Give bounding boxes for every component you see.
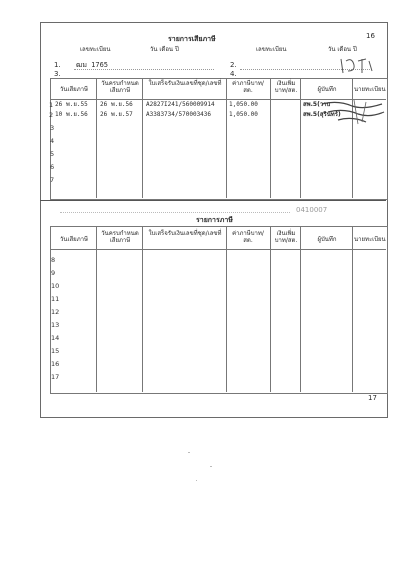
t1-col-registrar: นายทะเบียน xyxy=(354,86,386,93)
t1-col-due: วันครบกำหนดเสียภาษี xyxy=(101,80,139,94)
t2-col-receipt: ใบเสร็จรับเงินเลขที่ชุด/เลขที่ xyxy=(148,230,222,237)
t2-col-due: วันครบกำหนดเสียภาษี xyxy=(101,230,139,244)
t1-row2-tax: 1,050.00 xyxy=(229,111,258,118)
t2-col-recorder: ผู้บันทึก xyxy=(317,236,337,243)
t2-col-tax: ค่าภาษีบาท/สต. xyxy=(232,230,264,244)
t1-row2-receipt: A3383734/570003436 xyxy=(146,111,212,118)
t1-row2-date-paid: 10 พ.ย.56 xyxy=(55,111,88,118)
t1-col-surcharge: เงินเพิ่มบาท/สต. xyxy=(274,80,298,94)
line1-registration: ฒม 1765 xyxy=(76,61,109,69)
t1-row7-number: 7 xyxy=(50,176,55,184)
scan-speck xyxy=(188,452,190,453)
t2-row-number: 17 xyxy=(51,373,60,381)
t2-row-number: 14 xyxy=(51,334,60,342)
t2-row-number: 15 xyxy=(51,347,60,355)
t2-row-number: 9 xyxy=(51,269,56,277)
card-fold-line xyxy=(40,200,386,201)
t2-row-number: 16 xyxy=(51,360,60,368)
line3-number: 3. xyxy=(54,70,61,78)
t1-row3-number: 3 xyxy=(50,124,55,132)
t1-row1-due: 26 พ.ย.56 xyxy=(100,101,133,108)
line4-number: 4. xyxy=(230,70,237,78)
t1-row2-due: 26 พ.ย.57 xyxy=(100,111,133,118)
t1-row2-number: 2 xyxy=(49,111,54,119)
t2-row-number: 10 xyxy=(51,282,60,290)
t2-row-number: 11 xyxy=(51,295,60,303)
t1-row1-number: 1 xyxy=(49,101,54,109)
page-number-top: 16 xyxy=(366,32,375,40)
t1-col-recorder: ผู้บันทึก xyxy=(317,86,337,93)
header-title: รายการเสียภาษี xyxy=(168,35,216,43)
scan-speck xyxy=(196,480,197,481)
t2-row-number: 12 xyxy=(51,308,60,316)
t2-col-date-paid: วันเสียภาษี xyxy=(60,236,88,243)
left-date-label: วัน เดือน ปี xyxy=(150,46,179,53)
right-date-label: วัน เดือน ปี xyxy=(328,46,357,53)
t1-row2-recorder: สพ.5(สุรินทร์) xyxy=(303,111,341,118)
t1-row1-recorder: สพ.5(วาบ xyxy=(303,101,331,108)
t1-col-tax: ค่าภาษีบาท/สต. xyxy=(232,80,264,94)
official-stamp-signature xyxy=(318,98,386,126)
scan-speck xyxy=(210,466,212,467)
t2-col-registrar: นายทะเบียน xyxy=(354,236,386,243)
t1-row1-date-paid: 26 พ.ย.55 xyxy=(55,101,88,108)
t1-row1-tax: 1,050.00 xyxy=(229,101,258,108)
left-reg-label: เลขทะเบียน xyxy=(80,46,111,53)
t1-col-receipt: ใบเสร็จรับเงินเลขที่ชุด/เลขที่ xyxy=(148,80,222,87)
line1-number: 1. xyxy=(54,61,61,69)
t1-row1-receipt: A2827I241/560009914 xyxy=(146,101,215,108)
page-number-bottom: 17 xyxy=(368,394,377,402)
t2-row-number: 13 xyxy=(51,321,60,329)
t1-col-date-paid: วันเสียภาษี xyxy=(60,86,88,93)
handwritten-mark xyxy=(338,55,378,77)
table2-frame xyxy=(50,226,388,394)
t1-row6-number: 6 xyxy=(50,163,55,171)
right-reg-label: เลขทะเบียน xyxy=(256,46,287,53)
t1-row5-number: 5 xyxy=(50,150,55,158)
t2-row-number: 8 xyxy=(51,256,56,264)
table1-frame xyxy=(50,78,388,200)
bleed-through-number: 0410007 xyxy=(296,206,328,214)
line2-number: 2. xyxy=(230,61,237,69)
t2-col-surcharge: เงินเพิ่มบาท/สต. xyxy=(274,230,298,244)
t1-row4-number: 4 xyxy=(50,137,55,145)
table2-title: รายการภาษี xyxy=(196,216,233,224)
